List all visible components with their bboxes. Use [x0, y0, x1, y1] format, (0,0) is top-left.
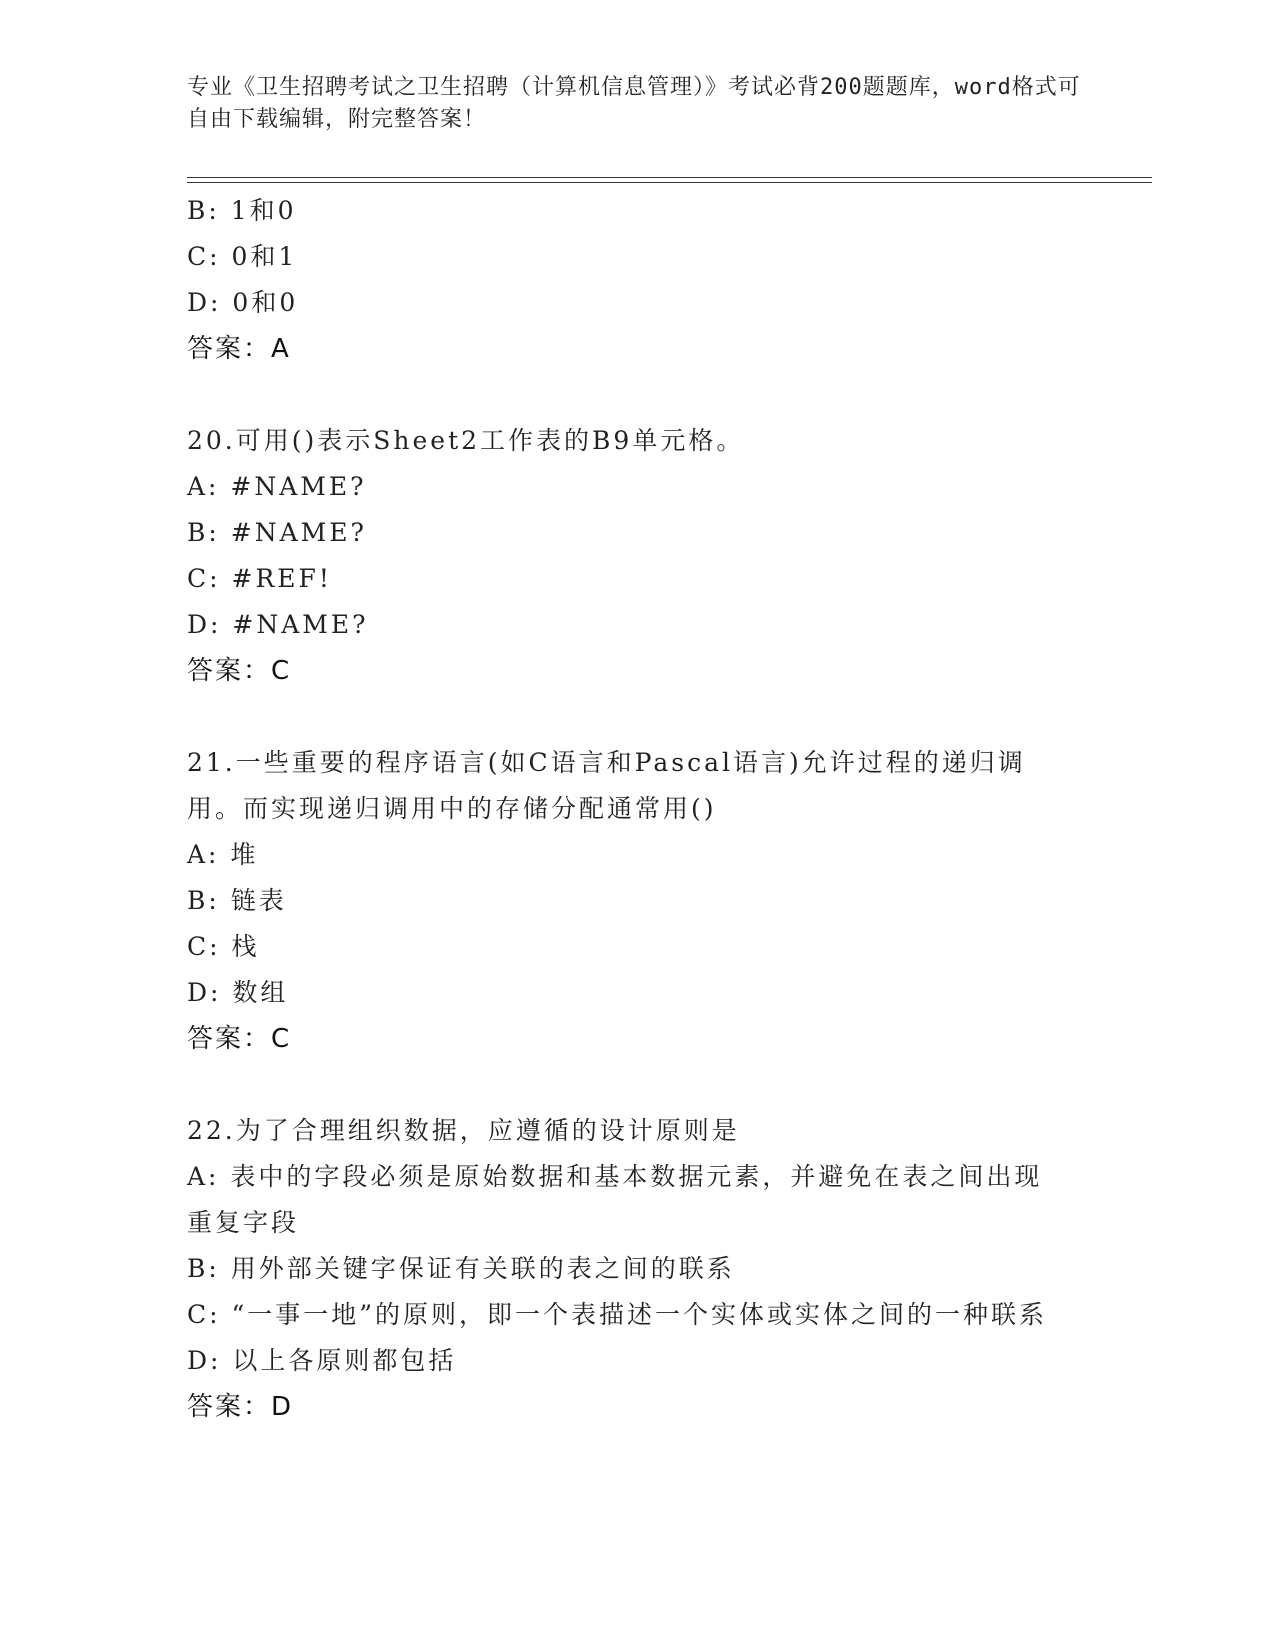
option-b: B: 1和0	[187, 196, 297, 225]
option-b: B: 链表	[187, 886, 287, 915]
answer-line: 答案：A	[187, 334, 291, 364]
option-d: D: #NAME?	[187, 610, 369, 639]
spacer	[187, 694, 1067, 740]
question-content	[187, 188, 1067, 1430]
option-d: D: 数组	[187, 978, 289, 1007]
spacer	[187, 1062, 1067, 1108]
option-c: C: 栈	[187, 932, 260, 961]
question-20	[187, 418, 1067, 694]
document-header: 专业《卫生招聘考试之卫生招聘（计算机信息管理）》考试必背200题题库，word格式可自由下载编辑，附完整答案！	[187, 75, 1081, 132]
option-a: A: 堆	[187, 840, 259, 869]
question-text: 22.为了合理组织数据，应遵循的设计原则是	[187, 1116, 740, 1145]
spacer	[187, 372, 1067, 418]
option-b: B: 用外部关键字保证有关联的表之间的联系	[187, 1254, 735, 1283]
question-22	[187, 1108, 1067, 1430]
option-d: D: 0和0	[187, 288, 299, 317]
header-divider-bottom	[187, 182, 1152, 183]
header-divider-top	[187, 177, 1152, 178]
option-b: B: #NAME?	[187, 518, 367, 547]
answer-line: 答案：C	[187, 656, 292, 686]
option-d: D: 以上各原则都包括	[187, 1346, 457, 1375]
option-a: A: 表中的字段必须是原始数据和基本数据元素，并避免在表之间出现重复字段	[187, 1162, 1043, 1237]
option-c: C: #REF!	[187, 564, 332, 593]
answer-line: 答案：C	[187, 1024, 292, 1054]
question-19-continuation	[187, 188, 1067, 372]
option-c: C: “一事一地”的原则，即一个表描述一个实体或实体之间的一种联系	[187, 1300, 1048, 1329]
option-c: C: 0和1	[187, 242, 298, 271]
question-21	[187, 740, 1067, 1062]
option-a: A: #NAME?	[187, 472, 367, 501]
question-text: 21.一些重要的程序语言(如C语言和Pascal语言)允许过程的递归调用。而实现递归调用中的存储分配通常用()	[187, 748, 1026, 823]
answer-line: 答案：D	[187, 1392, 294, 1422]
question-text: 20.可用()表示Sheet2工作表的B9单元格。	[187, 426, 745, 455]
